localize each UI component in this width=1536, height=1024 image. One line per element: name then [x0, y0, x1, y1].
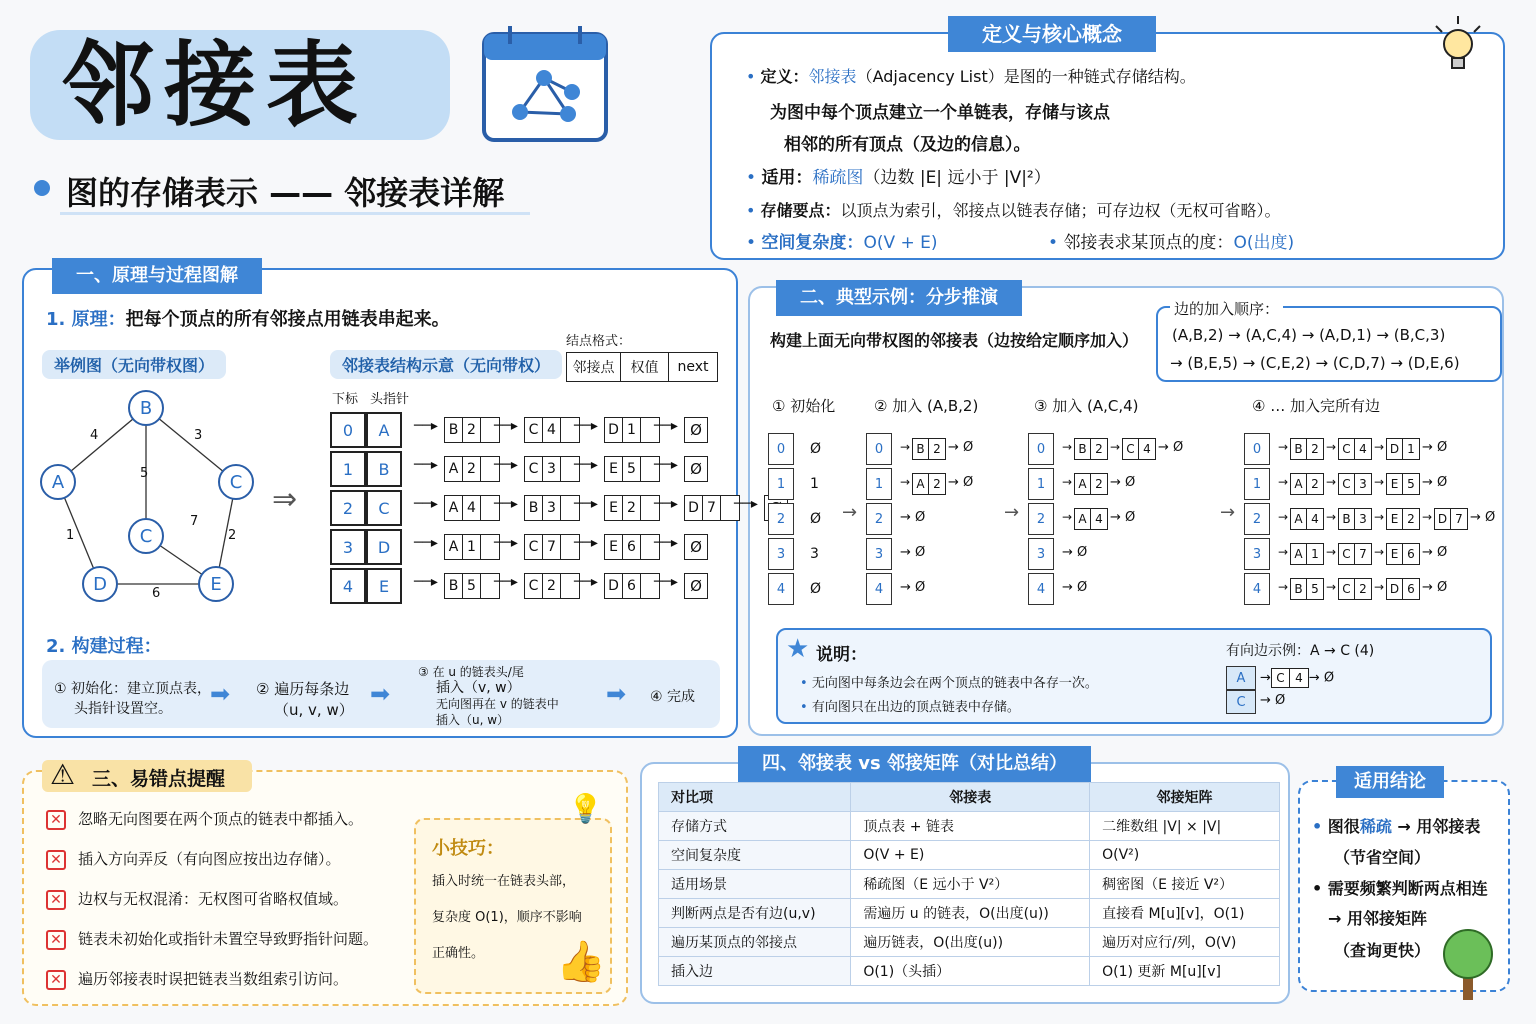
note-2: • 有向图只在出边的顶点链表中存储。 — [800, 700, 1020, 715]
usage-line: • 适用：稀疏图（边数 |E| 远小于 |V|²） — [746, 168, 1051, 188]
table-row — [659, 812, 1280, 841]
arrow: → — [1422, 510, 1433, 524]
table-cell: 顶点表 + 链表 — [851, 812, 1090, 841]
pitfall-item — [46, 808, 363, 830]
stage-node: A 2 — [1290, 473, 1324, 495]
note-1: • 无向图中每条边会在两个顶点的链表中各存一次。 — [800, 676, 1098, 691]
list-node: C 2 — [524, 573, 580, 599]
arrow: ──▸ — [414, 535, 438, 551]
edge-order-line2: → (B,E,5) → (C,E,2) → (C,D,7) → (D,E,6) — [1170, 354, 1460, 372]
stage-node: C 7 — [1338, 543, 1372, 565]
graph-node: A — [40, 464, 76, 500]
compare-ribbon: 四、邻接表 vs 邻接矩阵（对比总结） — [738, 746, 1091, 782]
arrow: → — [1374, 475, 1385, 489]
pitfall-item — [46, 888, 348, 910]
null-mark: → Ø — [948, 475, 974, 490]
table-header: 对比项 — [659, 783, 851, 812]
structure-badge: 邻接表结构示意（无向带权） — [330, 350, 562, 379]
head-cell: A — [366, 412, 402, 448]
arrow: → — [1326, 580, 1337, 594]
graph-weight: 6 — [152, 586, 161, 601]
table-row — [659, 870, 1280, 899]
list-node: D 6 — [604, 573, 660, 599]
index-cell: 0 — [330, 412, 366, 448]
arrow: → — [1062, 440, 1073, 454]
arrow: ──▸ — [494, 457, 518, 473]
pitfall-text: 忽略无向图要在两个顶点的链表中都插入。 — [78, 810, 364, 828]
error-x-icon: ✕ — [46, 810, 66, 830]
compare-table — [658, 782, 1280, 986]
pitfall-item — [46, 968, 348, 990]
null-mark: → Ø — [1470, 510, 1496, 525]
table-cell: O(V + E) — [851, 841, 1090, 870]
stage-value: Ø — [810, 581, 822, 597]
stage-cell: 2 — [768, 503, 794, 535]
arrow: → — [1278, 580, 1289, 594]
arrow: → — [1278, 440, 1289, 454]
definition-ribbon: 定义与核心概念 — [948, 16, 1156, 52]
arrow: ──▸ — [414, 418, 438, 434]
arrow: ──▸ — [654, 535, 678, 551]
stage-cell: 3 — [1028, 538, 1054, 570]
col-index-label: 下标 — [332, 392, 359, 407]
tree-icon — [1436, 922, 1500, 1002]
arrow: → — [1326, 510, 1337, 524]
stage-value: Ø — [810, 511, 822, 527]
directed-list-a: → C 4 → Ø — [1260, 668, 1334, 688]
lightbulb-icon — [1430, 14, 1486, 76]
table-cell: 直接看 M[u][v]，O(1) — [1090, 899, 1280, 928]
stage-node: E 6 — [1386, 543, 1420, 565]
stage-node: D 1 — [1386, 438, 1420, 460]
arrow: ──▸ — [734, 496, 758, 512]
stage-cell: 2 — [1028, 503, 1054, 535]
null-mark: → Ø — [900, 510, 926, 525]
table-header-row — [659, 783, 1280, 812]
head-cell: E — [366, 568, 402, 604]
null-mark: → Ø — [1422, 475, 1448, 490]
star-icon: ★ — [786, 634, 810, 664]
arrow: → — [1326, 475, 1337, 489]
null-box: Ø — [684, 573, 708, 599]
directed-cell-a: A — [1226, 666, 1256, 690]
null-mark: → Ø — [900, 580, 926, 595]
table-cell: 判断两点是否有边(u,v) — [659, 899, 851, 928]
arrow: ──▸ — [414, 496, 438, 512]
thumbs-up-icon: 👍 — [556, 939, 606, 985]
stage-label: ① 初始化 — [772, 397, 836, 415]
table-cell: O(1) 更新 M[u][v] — [1090, 957, 1280, 986]
null-box: Ø — [684, 534, 708, 560]
graph-weight: 5 — [140, 466, 149, 481]
arrow: → — [1278, 510, 1289, 524]
null-mark: → Ø — [1062, 545, 1088, 560]
stage-cell: 3 — [866, 538, 892, 570]
arrow: ──▸ — [654, 457, 678, 473]
stage-node: C 4 — [1122, 438, 1156, 460]
arrow: ──▸ — [494, 535, 518, 551]
table-cell: 需遍历 u 的链表，O(出度(u)) — [851, 899, 1090, 928]
list-node: E 2 — [604, 495, 660, 521]
stage-cell: 3 — [768, 538, 794, 570]
arrow: ──▸ — [414, 574, 438, 590]
build-step-4: ④ 完成 — [650, 689, 696, 705]
col-head-label: 头指针 — [370, 392, 410, 407]
step-arrow: ➡ — [210, 680, 231, 708]
stage-node: E 2 — [1386, 508, 1420, 530]
table-cell: 存储方式 — [659, 812, 851, 841]
arrow: → — [1374, 440, 1385, 454]
arrow: ──▸ — [574, 574, 598, 590]
arrow: → — [1062, 510, 1073, 524]
table-cell: 适用场景 — [659, 870, 851, 899]
directed-example-label: 有向边示例：A → C (4) — [1226, 643, 1375, 659]
example-intro: 构建上面无向带权图的邻接表（边按给定顺序加入） — [770, 331, 1139, 350]
definition-line3: 相邻的所有顶点（及边的信息）。 — [784, 135, 1031, 155]
stage-cell: 0 — [768, 433, 794, 465]
stage-node: A 1 — [1290, 543, 1324, 565]
graph-node: E — [198, 566, 234, 602]
stage-cell: 0 — [1244, 433, 1270, 465]
list-node: C 7 — [524, 534, 580, 560]
table-cell: 稀疏图（E 远小于 V²） — [851, 870, 1090, 899]
stage-node: A 4 — [1074, 508, 1108, 530]
calendar-graph-icon — [480, 22, 612, 144]
node-format-vertex: 邻接点 — [567, 353, 621, 381]
table-header: 邻接表 — [851, 783, 1090, 812]
directed-cell-c: C — [1226, 690, 1256, 714]
table-cell: 遍历链表，O(出度(u)) — [851, 928, 1090, 957]
null-mark: → Ø — [1422, 580, 1448, 595]
conclusion-line: → 用邻接矩阵 — [1328, 909, 1427, 928]
arrow: → — [1374, 545, 1385, 559]
stage-node: E 5 — [1386, 473, 1420, 495]
stage-node: B 2 — [912, 438, 946, 460]
arrow: ──▸ — [494, 496, 518, 512]
null-box: Ø — [684, 456, 708, 482]
head-cell: D — [366, 529, 402, 565]
step-arrow: ➡ — [606, 680, 627, 708]
definition-line2: 为图中每个顶点建立一个单链表，存储与该点 — [770, 103, 1110, 123]
stage-node: A 4 — [1290, 508, 1324, 530]
stage-cell: 2 — [866, 503, 892, 535]
stage-node: B 5 — [1290, 578, 1324, 600]
warning-icon: ⚠ — [50, 758, 76, 791]
pitfalls-ribbon: 三、易错点提醒 — [92, 768, 226, 790]
table-cell: 遍历对应行/列，O(V) — [1090, 928, 1280, 957]
example-graph-badge: 举例图（无向带权图） — [42, 350, 226, 379]
stage-value: 1 — [810, 476, 819, 492]
null-mark: → Ø — [1158, 440, 1184, 455]
index-cell: 3 — [330, 529, 366, 565]
arrow: ──▸ — [414, 457, 438, 473]
stage-value: 3 — [810, 546, 819, 562]
stage-node: B 3 — [1338, 508, 1372, 530]
page-subtitle: 图的存储表示 —— 邻接表详解 — [66, 174, 505, 212]
build-step-2: ② 遍历每条边 （u, v, w） — [256, 680, 354, 719]
stage-value: Ø — [810, 441, 822, 457]
arrow: ──▸ — [494, 574, 518, 590]
build-step-1: ① 初始化：建立顶点表， 头指针设置空。 — [54, 681, 212, 717]
stage-arrow: → — [1220, 502, 1236, 523]
stage-cell: 1 — [768, 468, 794, 500]
stage-node: D 6 — [1386, 578, 1420, 600]
graph-weight: 1 — [66, 528, 75, 543]
arrow: ──▸ — [654, 418, 678, 434]
arrow: → — [1374, 510, 1385, 524]
edge-order-line1: (A,B,2) → (A,C,4) → (A,D,1) → (B,C,3) — [1172, 326, 1446, 344]
stage-cell: 2 — [1244, 503, 1270, 535]
stage-node: D 7 — [1434, 508, 1468, 530]
stage-cell: 3 — [1244, 538, 1270, 570]
null-mark: → Ø — [948, 440, 974, 455]
conclusion-line: （节省空间） — [1334, 848, 1431, 867]
graph-node: C — [128, 518, 164, 554]
arrow: → — [1326, 545, 1337, 559]
principle-p2: 2. 构建过程： — [46, 636, 162, 657]
step-arrow: ➡ — [370, 680, 391, 708]
note-title: 说明： — [816, 645, 867, 665]
directed-list-c: → Ø — [1260, 693, 1286, 708]
null-mark: → Ø — [900, 545, 926, 560]
error-x-icon: ✕ — [46, 970, 66, 990]
arrow: ──▸ — [654, 574, 678, 590]
table-cell: 二维数组 |V| × |V| — [1090, 812, 1280, 841]
list-node: D 7 — [684, 495, 740, 521]
list-node: C 4 — [524, 417, 580, 443]
graph-weight: 4 — [90, 428, 99, 443]
node-format-next: next — [677, 359, 709, 375]
table-cell: 稠密图（E 接近 V²） — [1090, 870, 1280, 899]
table-header: 邻接矩阵 — [1090, 783, 1280, 812]
pitfall-text: 边权与无权混淆：无权图可省略权值域。 — [78, 890, 349, 908]
table-row — [659, 841, 1280, 870]
arrow: → — [900, 475, 911, 489]
arrow: → — [1374, 580, 1385, 594]
table-cell: O(1)（头插） — [851, 957, 1090, 986]
error-x-icon: ✕ — [46, 850, 66, 870]
pitfall-text: 插入方向弄反（有向图应按出边存储）。 — [78, 850, 341, 868]
arrow: → — [1110, 440, 1121, 454]
stage-cell: 4 — [1028, 573, 1054, 605]
pitfall-item — [46, 848, 341, 870]
table-row — [659, 928, 1280, 957]
error-x-icon: ✕ — [46, 930, 66, 950]
graph-weight: 7 — [190, 514, 199, 529]
page-title: 邻接表 — [62, 31, 369, 139]
null-mark: → Ø — [1110, 475, 1136, 490]
arrow: → — [900, 440, 911, 454]
example-ribbon: 二、典型示例：分步推演 — [776, 280, 1022, 316]
stage-cell: 0 — [866, 433, 892, 465]
arrow: ──▸ — [574, 418, 598, 434]
table-row — [659, 899, 1280, 928]
index-cell: 2 — [330, 490, 366, 526]
arrow: → — [1278, 475, 1289, 489]
stage-node: B 2 — [1074, 438, 1108, 460]
list-node: A 4 — [444, 495, 500, 521]
principle-p1: 1. 原理：把每个顶点的所有邻接点用链表串起来。 — [46, 309, 450, 330]
build-step-3: ③ 在 u 的链表头/尾 插入（v, w） 无向图再在 v 的链表中 插入（u, w） — [418, 665, 559, 727]
stage-label: ③ 加入 (A,C,4) — [1034, 397, 1139, 415]
edge-order-label: 边的加入顺序： — [1170, 298, 1283, 319]
index-cell: 1 — [330, 451, 366, 487]
node-format-weight: 权值 — [621, 353, 669, 381]
stage-node: C 3 — [1338, 473, 1372, 495]
graph-node: D — [82, 566, 118, 602]
null-mark: → Ø — [1062, 580, 1088, 595]
conclusion-line: • 图很稀疏 → 用邻接表 — [1312, 817, 1481, 836]
index-cell: 4 — [330, 568, 366, 604]
head-cell: C — [366, 490, 402, 526]
stage-cell: 0 — [1028, 433, 1054, 465]
list-node: E 6 — [604, 534, 660, 560]
tip-title: 小技巧： — [432, 838, 504, 859]
conclusion-line: （查询更快） — [1334, 941, 1431, 960]
stage-cell: 4 — [768, 573, 794, 605]
tip-line: 复杂度 O(1)，顺序不影响 — [432, 910, 582, 925]
list-node: E 5 — [604, 456, 660, 482]
table-cell: 空间复杂度 — [659, 841, 851, 870]
node-format-label: 结点格式： — [566, 334, 632, 349]
storage-line: • 存储要点：以顶点为索引，邻接点以链表存储；可存边权（无权可省略）。 — [746, 201, 1281, 220]
table-row — [659, 957, 1280, 986]
stage-cell: 4 — [1244, 573, 1270, 605]
stage-cell: 1 — [866, 468, 892, 500]
error-x-icon: ✕ — [46, 890, 66, 910]
degree-line: • 邻接表求某顶点的度：O(出度) — [1048, 233, 1295, 253]
head-cell: B — [366, 451, 402, 487]
arrow: ──▸ — [654, 496, 678, 512]
list-node: B 2 — [444, 417, 500, 443]
pitfall-text: 链表未初始化或指针未置空导致野指针问题。 — [78, 930, 379, 948]
arrow: → — [1278, 545, 1289, 559]
tip-line: 正确性。 — [432, 946, 485, 961]
table-cell: 插入边 — [659, 957, 851, 986]
pitfall-item — [46, 928, 378, 950]
stage-node: C 2 — [1338, 578, 1372, 600]
arrow: → — [1326, 440, 1337, 454]
conclusion-ribbon: 适用结论 — [1336, 766, 1444, 798]
arrow: ──▸ — [494, 418, 518, 434]
table-cell: O(V²) — [1090, 841, 1280, 870]
conclusion-line: • 需要频繁判断两点相连 — [1312, 879, 1488, 898]
definition-line: • 定义：邻接表（Adjacency List）是图的一种链式存储结构。 — [746, 67, 1196, 86]
arrow: ──▸ — [574, 535, 598, 551]
stage-node: C 4 — [1338, 438, 1372, 460]
null-mark: → Ø — [1110, 510, 1136, 525]
table-cell: 遍历某顶点的邻接点 — [659, 928, 851, 957]
graph-weight: 2 — [228, 528, 237, 543]
space-line: • 空间复杂度：O(V + E) — [746, 233, 938, 253]
to-structure-arrow: ⇒ — [272, 482, 298, 517]
stage-arrow: → — [842, 502, 858, 523]
tip-line: 插入时统一在链表头部， — [432, 874, 576, 889]
null-mark: → Ø — [1422, 440, 1448, 455]
list-node: A 2 — [444, 456, 500, 482]
tip-bulb-icon: 💡 — [568, 792, 603, 825]
arrow: ──▸ — [574, 457, 598, 473]
stage-cell: 1 — [1244, 468, 1270, 500]
graph-weight: 3 — [194, 428, 203, 443]
stage-label: ④ … 加入完所有边 — [1252, 397, 1380, 415]
stage-cell: 4 — [866, 573, 892, 605]
list-node: A 1 — [444, 534, 500, 560]
subtitle-dot — [34, 180, 50, 196]
arrow: ──▸ — [574, 496, 598, 512]
stage-label: ② 加入 (A,B,2) — [874, 397, 979, 415]
node-format — [566, 352, 718, 382]
list-node: B 3 — [524, 495, 580, 521]
principle-ribbon: 一、原理与过程图解 — [52, 258, 262, 294]
null-mark: → Ø — [1422, 545, 1448, 560]
graph-node: B — [128, 390, 164, 426]
stage-node: A 2 — [1074, 473, 1108, 495]
pitfall-text: 遍历邻接表时误把链表当数组索引访问。 — [78, 970, 349, 988]
null-box: Ø — [684, 417, 708, 443]
stage-node: B 2 — [1290, 438, 1324, 460]
subtitle-underline — [60, 212, 530, 215]
stage-cell: 1 — [1028, 468, 1054, 500]
list-node: D 1 — [604, 417, 660, 443]
arrow: → — [1062, 475, 1073, 489]
list-node: B 5 — [444, 573, 500, 599]
stage-arrow: → — [1004, 502, 1020, 523]
stage-node: A 2 — [912, 473, 946, 495]
graph-node: C — [218, 464, 254, 500]
list-node: C 3 — [524, 456, 580, 482]
